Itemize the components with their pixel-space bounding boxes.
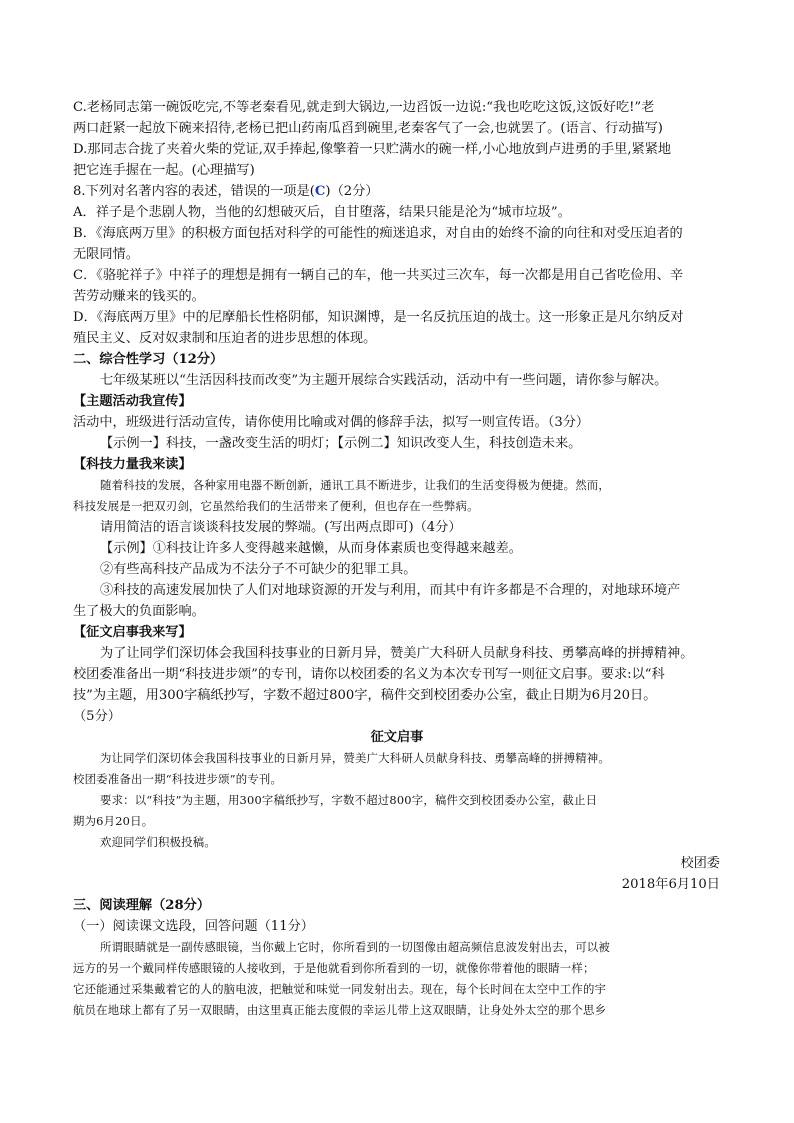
notice-title: 征文启事: [370, 730, 424, 745]
section-2-intro: 七年级某班以“生活因科技而改变”为主题开展综合实践活动，活动中有一些问题，请你参与解决。: [100, 373, 668, 388]
passage-line4: 航员在地球上都有了另一双眼睛，由这里真正能去度假的幸运儿带上这双眼睛，让身处外太空的那个思乡: [73, 1003, 607, 1017]
passage-line2: 远方的另一个戴同样传感眼镜的人接收到，于是他就看到你所看到的一切，就像你带着他的眼睛一样；: [73, 961, 595, 975]
part-1-title: 【主题活动我宣传】: [73, 394, 192, 409]
part-2-title: 【科技力量我来读】: [73, 457, 192, 472]
part-2-answer-2: ②有些高科技产品成为不法分子不可缺少的犯罪工具。: [100, 562, 417, 577]
option-c-line1: C.老杨同志第一碗饭吃完,不等老秦看见,就走到大锅边,一边舀饭一边说:“我也吃吃这饭,这饭好吃!”老: [73, 100, 655, 115]
part-3-question-line4: （5分）: [73, 709, 121, 724]
q8-option-a: A．祥子是个悲剧人物，当他的幻想破灭后，自甘堕落，结果只能是沦为“城市垃圾”。: [73, 205, 571, 220]
part-3-question-line3: 技”为主题，用300字稿纸抄写，字数不超过800字，稿件交到校团委办公室，截止日期为6月20日。: [73, 688, 657, 703]
part-3-title: 【征文启事我来写】: [73, 625, 192, 640]
notice-line3: 要求：以“科技”为主题，用300字稿纸抄写，字数不超过800字，稿件交到校团委办公室，截止日: [100, 793, 598, 807]
q8-option-c-line2: 苦劳动赚来的钱买的。: [73, 289, 205, 304]
question-8-stem: 8.下列对名著内容的表述，错误的一项是(: [73, 184, 315, 199]
q8-option-d-line2: 殖民主义、反对奴隶制和压迫者的进步思想的体现。: [73, 331, 377, 346]
q8-option-b-line1: B．《海底两万里》的积极方面包括对科学的可能性的痴迷追求，对自由的始终不渝的向往和对受压迫者的: [73, 226, 683, 241]
part-2-answer-1: 【示例】①科技让许多人变得越来越懒，从而身体素质也变得越来越差。: [100, 541, 522, 556]
part-2-question: 请用简洁的语言谈谈科技发展的弊端。(写出两点即可)（4分）: [100, 520, 462, 535]
q8-option-d-line1: D．《海底两万里》中的尼摩船长性格阴郁，知识渊博，是一名反抗压迫的战士。这一形象正是凡尔纳反对: [73, 310, 684, 325]
question-8: [73, 181, 379, 202]
notice-line4: 期为6月20日。: [73, 814, 154, 828]
question-8-score: )（2分）: [325, 184, 379, 199]
q8-option-c-line1: C．《骆驼祥子》中祥子的理想是拥有一辆自己的车，他一共买过三次车，每一次都是用自己省吃俭用、辛: [73, 268, 684, 283]
part-2-text-line2: 科技发展是一把双刃剑，它虽然给我们的生活带来了便利，但也存在一些弊病。: [73, 499, 479, 513]
part-3-question-line1: 为了让同学们深切体会我国科技事业的日新月异，赞美广大科研人员献身科技、勇攀高峰的拼搏精神。: [100, 646, 694, 661]
notice-line5: 欢迎同学们积极投稿。: [100, 835, 216, 849]
passage-line1: 所谓眼睛就是一副传感眼镜，当你戴上它时，你所看到的一切图像由超高频信息波发射出去，可以被: [100, 940, 610, 954]
part-2-answer-3-line2: 生了极大的负面影响。: [73, 604, 205, 619]
section-3-heading: 三、阅读理解（28分）: [73, 898, 211, 913]
option-d-line1: D.那同志合拢了夹着火柴的党证,双手捧起,像擎着一只贮满水的碗一样,小心地放到卢进勇的手里,紧紧地: [73, 142, 672, 157]
part-1-question: 活动中，班级进行活动宣传，请你使用比喻或对偶的修辞手法，拟写一则宣传语。（3分）: [73, 415, 590, 430]
notice-line2: 校团委准备出一期“科技进步颂”的专刊。: [73, 772, 283, 786]
notice-line1: 为让同学们深切体会我国科技事业的日新月异，赞美广大科研人员献身科技、勇攀高峰的拼搏精神。: [100, 751, 610, 765]
question-8-answer: C: [314, 184, 326, 199]
notice-date: 2018年6月10日: [621, 877, 720, 892]
part-2-answer-3-line1: ③科技的高速发展加快了人们对地球资源的开发与利用，而其中有许多都是不合理的，对地球环境产: [100, 583, 681, 598]
passage-line3: 它还能通过采集戴着它的人的脑电波，把触觉和味觉一同发射出去。现在，每个长时间在太空中工作的宇: [73, 982, 607, 996]
option-d-line2: 把它连手握在一起。(心理描写): [73, 163, 255, 178]
part-1-answer: 【示例一】科技，一盏改变生活的明灯；【示例二】知识改变人生，科技创造未来。: [100, 436, 582, 451]
part-3-question-line2: 校团委准备出一期“科技进步颂”的专刊，请你以校团委的名义为本次专刊写一则征文启事。要求:以“科: [73, 667, 665, 682]
q8-option-b-line2: 无限同情。: [73, 247, 139, 262]
section-2-heading: 二、综合性学习（12分）: [73, 352, 224, 367]
section-3-subheading: （一）阅读课文选段，回答问题（11分）: [73, 919, 314, 934]
part-2-text-line1: 随着科技的发展，各种家用电器不断创新，通讯工具不断进步，让我们的生活变得极为便捷。然而，: [100, 478, 610, 492]
option-c-line2: 两口赶紧一起放下碗来招待,老杨已把山药南瓜舀到碗里,老秦客气了一会,也就罢了。(语言、行动描写): [73, 121, 663, 136]
notice-signature: 校团委: [680, 856, 720, 871]
